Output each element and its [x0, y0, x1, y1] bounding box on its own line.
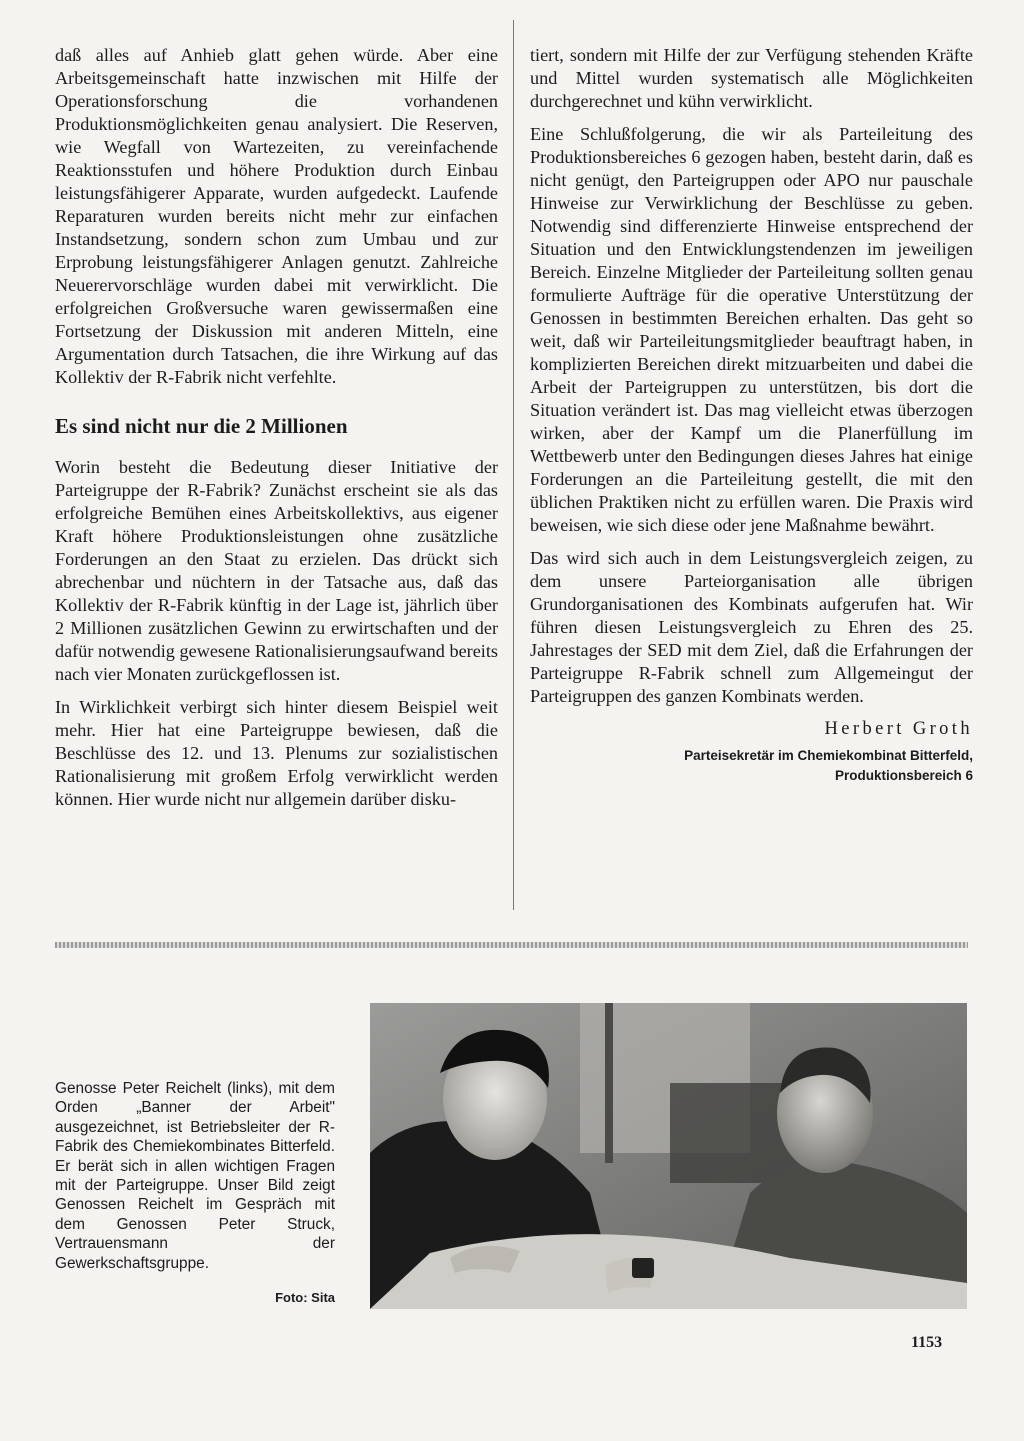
photo-caption: Genosse Peter Reichelt (links), mit dem Orden „Banner der Arbeit" ausgezeichnet, ist Betriebsleiter der R-Fabrik des Chemiekombinates Bitterfeld. Er berät sich in allen wichtigen Fragen mit der Parteigruppe. Unser Bild zeigt Genossen Reichelt im Gespräch mit dem Genossen Peter Struck, Vertrauensmann der Gewerkschaftsgruppe. [55, 1080, 335, 1272]
right-paragraph-1: tiert, sondern mit Hilfe der zur Verfügung stehenden Kräfte und Mittel wurden systematisch alle Möglichkeiten durchgerechnet und kühn verwirklicht. [530, 45, 973, 111]
left-paragraph-3: In Wirklichkeit verbirgt sich hinter diesem Beispiel weit mehr. Hier hat eine Parteigruppe bewiesen, daß die Beschlüsse des 12. und 13. Plenums zur sozialistischen Rationalisierung mit großem Erfolg verwirklicht werden können. Hier wurde nicht nur allgemein darüber disku- [55, 697, 498, 809]
author-title-line-2: Produktionsbereich 6 [834, 768, 973, 783]
author-title-line-1: Parteisekretär im Chemiekombinat Bitterfeld, [684, 748, 973, 763]
left-paragraph-2: Worin besteht die Bedeutung dieser Initiative der Parteigruppe der R-Fabrik? Zunächst erscheint sie als das erfolgreiche Bemühen eines Arbeitskollektivs, aus eigener Kraft höhere Produktionsleistungen ohne zusätzliche Forderungen an den Staat zu erzielen. Das drückt sich abrechenbar und nüchtern in der Tatsache aus, daß das Kollektiv der R-Fabrik künftig in der Lage ist, jährlich über 2 Millionen zusätzlichen Gewinn zu erwirtschaften und der dafür notwendig gewesene Rationalisierungsaufwand bereits nach vier Monaten zurückgeflossen ist. [55, 457, 498, 684]
right-paragraph-3: Das wird sich auch in dem Leistungsvergleich zeigen, zu dem unsere Parteiorganisation alle übrigen Grundorganisationen des Kombinats aufgerufen hat. Wir führen diesen Leistungsvergleich zu Ehren des 25. Jahrestages der SED mit dem Ziel, daß die Erfahrungen der Parteigruppe R-Fabrik schnell zum Allgemeingut der Parteigruppen des ganzen Kombinats werden. [530, 548, 973, 706]
photo-credit: Foto: Sita [275, 1290, 335, 1305]
right-column [530, 44, 973, 786]
section-heading: Es sind nicht nur die 2 Millionen [55, 414, 348, 438]
dotted-separator [55, 942, 968, 948]
right-paragraph-2: Eine Schlußfolgerung, die wir als Parteileitung des Produktionsbereiches 6 gezogen haben, besteht darin, daß es nicht genügt, den Parteigruppen oder APO nur pauschale Hinweise zur Verwirklichung der Beschlüsse zu geben. Notwendig sind differenzierte Hinweise entsprechend der Situation und den Entwicklungstendenzen im jeweiligen Bereich. Einzelne Mitglieder der Parteileitung sollten genau formulierte Aufträge für die operative Unterstützung der Genossen in bestimmten Bereichen erhalten. Das geht so weit, daß wir Parteileitungsmitglieder beauftragt haben, in komplizierten Bereichen direkt mitzuarbeiten und dabei die Arbeit der Parteigruppen zu unterstützen, bis dort die Situation verändert ist. Das mag vielleicht etwas überzogen wirken, aber der Kampf um die Planerfüllung im Wettbewerb unter den Bedingungen dieses Jahres hat einige Forderungen an die Parteileitung gestellt, die mit den üblichen Praktiken nicht zu erfüllen waren. Die Praxis wird beweisen, wie sich diese oder jene Maßnahme bewährt. [530, 124, 973, 535]
column-divider [513, 20, 514, 910]
left-paragraph-1: daß alles auf Anhieb glatt gehen würde. Aber eine Arbeitsgemeinschaft hatte inzwischen mit Hilfe der Operationsforschung die vorhandenen Produktionsmöglichkeiten genau analysiert. Die Reserven, wie Wegfall von Wartezeiten, zu vereinfachende Reaktionsstufen und höhere Produktion durch Einbau leistungsfähigerer Apparate, wurden aufgedeckt. Laufende Reparaturen wurden bereits nicht mehr zur einfachen Instandsetzung, sondern schon zum Umbau und zur Erprobung leistungsfähigerer Anlagen genutzt. Zahlreiche Neuerervorschläge wurden dabei mit verwirklicht. Die erfolgreichen Großversuche waren gewissermaßen eine Fortsetzung der Diskussion mit anderen Mitteln, eine Argumentation durch Tatsachen, die ihre Wirkung auf das Kollektiv der R-Fabrik nicht verfehlte. [55, 45, 498, 387]
page-number: 1153 [911, 1334, 943, 1351]
left-column [55, 44, 498, 821]
author-name: Herbert Groth [824, 719, 973, 739]
photo-two-men-at-desk [370, 1003, 967, 1309]
author-title [530, 746, 973, 786]
